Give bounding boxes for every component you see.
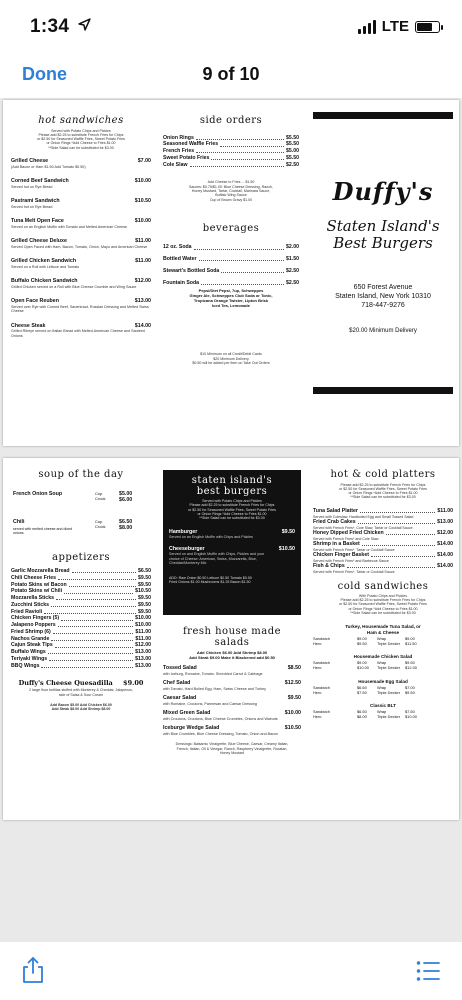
salads-list (163, 665, 301, 736)
platters-heading: hot & cold platters (330, 469, 436, 480)
burgers-notes: Served with Potato Chips and Pickles Please add $2.25 to substitute French Fries for Chips or $2.50 for Seasoned Waffle Fries, Sweet Potato Fries or Onion Rings *Add Cheese to Fries $1.00 **Side Salad can be substituted for $3.00 (188, 499, 276, 521)
platter-item: Shrimp in a Basket $14.00 (313, 540, 453, 547)
hot-sandwiches-list (11, 158, 151, 338)
done-button[interactable]: Done (22, 64, 67, 84)
cold-sandwiches-notes: With Potato Chips and Pickles Please add $2.25 to substitute French Fries for Chips or $2.50 for Seasoned Waffle Fries, Sweet Potato Fries or Onion Rings *Add Cheese to Fries $1.00 **Side Salad can be substituted for $3.00 (339, 593, 427, 615)
beverage-item: 12 oz. Soda $2.00 (163, 244, 299, 251)
menu-item: Corned Beef Sandwich $10.00 Served hot on Rye Bread (11, 178, 151, 189)
cellular-signal-icon (358, 20, 376, 34)
menu-page-outside (3, 100, 459, 446)
restaurant-address: 650 Forest Avenue Staten Island, New York 10310 718-447-9276 (335, 283, 431, 310)
beverages-list (163, 244, 299, 286)
appetizer-item: Mozzarella Sticks $9.50 (11, 595, 151, 601)
appetizer-item: Nachos Grande $11.00 (11, 635, 151, 642)
cold-sandwich-group: Classic BLT Sandwich $6.50 Wrap $7.50 Hero $8.00 Triple Decker $10.00 (313, 703, 417, 719)
menu-item: Grilled Cheese $7.00 (Add Bacon or Ham $1.50 Add Tomato $0.50) (11, 158, 151, 169)
platters-list (313, 508, 453, 574)
side-item: Seasoned Waffle Fries $5.50 (163, 141, 299, 148)
menu-item: Open Face Reuben $13.00 Served over Rye with Corned Beef, Sauerkraut, Russian Dressing and Melted Swiss Cheese (11, 298, 151, 314)
appetizer-item: Cajun Steak Tips $12.00 (11, 642, 151, 649)
minimum-delivery: $20.00 Minimum Delivery (349, 327, 417, 334)
soup-item-chili: Chili served with melted cheese and diced onions Cup Crock $6.50 $8.00 (13, 518, 133, 535)
soup-appetizers-column (11, 458, 151, 820)
beverage-item: Fountain Soda $2.50 (163, 279, 299, 286)
salad-item: Iceburge Wedge Salad $10.50 with Blue Crumbles, Blue Cheese Dressing, Tomato, Onion and Bacon (163, 725, 301, 736)
cold-sandwich-group: Housemade Egg Salad Sandwich $6.60 Wrap $7.00 Hero $7.50 Triple Decker $9.50 (313, 678, 415, 695)
carrier-label: LTE (381, 18, 409, 35)
status-bar (0, 0, 462, 52)
side-orders-list (163, 135, 299, 169)
soup-item-french-onion: French Onion Soup Cup Crock $5.00 $6.00 (13, 490, 133, 504)
side-item: French Fries $5.00 (163, 148, 299, 154)
cold-sandwich-group: Turkey, Housemade Tuna Salad, or Ham & Cheese Sandwich $9.00 Wrap $9.00 Hero $9.50 Triple Decker $11.50 (313, 624, 421, 646)
salad-item: Chef Salad $12.50 with Tomato, Hard Boiled Egg, Ham, Swiss Cheese and Turkey (163, 680, 301, 691)
quesadilla-desc: 2 large flour tortillas stuffed with Monterey & Cheddar, Jalapenos, side of Salsa & Sour Cream (29, 688, 133, 697)
appetizer-item: Potato Skins w/ Bacon $9.50 (11, 581, 151, 588)
list-icon[interactable] (416, 960, 440, 982)
platter-item: Tuna Salad Platter $11.00 (313, 507, 453, 514)
status-indicators (358, 18, 440, 35)
hot-sandwiches-notes: Served with Potato Chips and Pickles Please add $2.25 to substitute French Fries for Chips or $2.50 for Seasoned Waffle Fries, Sweet Potato Fries or Onion Rings *Add Cheese to Fries $1.00 **Side Salad can be substituted for $3.00 (37, 128, 125, 150)
side-orders-notes: Add Cheese to Fries ... $1.50 Sauces: $0.75/$1.00: Blue Cheese Dressing, Ranch, Honey Mustard, Tartar, Cocktail, Marinara Sauce, Buffalo Wing Sauce Cup of Brown Gravy $1.00 (188, 180, 274, 202)
menu-item: Pastrami Sandwich $10.50 Served hot on Rye Bread (11, 198, 151, 209)
platters-column (313, 458, 453, 820)
location-arrow-icon (78, 18, 91, 31)
menu-page-inside (3, 458, 459, 820)
menu-item: Cheese Steak $14.00 Grilled Ribeye served on Italian Bread with Melted American Cheese and Sauteed Onions (11, 322, 151, 338)
beverage-item: Bottled Water $1.50 (163, 256, 299, 263)
salad-item: Caesar Salad $9.50 with Romaine, Croutons, Parmesan and Caesar Dressing (163, 695, 301, 706)
battery-icon (415, 21, 440, 33)
burgers-box (163, 470, 301, 615)
document-viewer[interactable] (0, 98, 462, 942)
appetizer-item: Buffalo Wings $13.00 (11, 649, 151, 655)
salads-heading: fresh house made salads (182, 626, 282, 648)
cold-sandwiches-heading: cold sandwiches (337, 581, 429, 593)
beverage-item: Stewart's Bottled Soda $2.50 (163, 267, 299, 274)
side-orders-heading: side orders (199, 115, 263, 126)
platter-item: Fish & Chips $14.00 (313, 563, 453, 570)
platter-desc: Served with French Fries* and Cole Slaw (313, 536, 379, 541)
quesadilla-addons: Add Bacon $5.00 Add Chicken $6.00 Add Steak $8.00 Add Shrimp $8.00 (50, 702, 112, 712)
appetizer-item: Zucchini Sticks $9.50 (11, 601, 151, 608)
burgers-heading: staten island's best burgers (191, 475, 273, 497)
salad-item: Tossed Salad $8.50 with Iceburg, Romaine, Tomato, Shredded Carrot & Cabbage (163, 665, 301, 676)
menu-item: Grilled Cheese Deluxe $11.00 Served Open Faced with Ham, Bacon, Tomato, Onion, Mayo and American Cheese (11, 238, 151, 249)
beverages-heading: beverages (202, 222, 260, 234)
appetizer-item: Teriyaki Wings $13.00 (11, 655, 151, 662)
side-item: Sweet Potato Fries $5.50 (163, 154, 299, 161)
platter-item: Fried Crab Cakes $13.00 (313, 518, 453, 525)
platter-item: Chicken Finger Basket $14.00 (313, 552, 453, 558)
platter-desc: Served with Coleslaw, Hardboiled Egg and Small Tossed Salad (313, 514, 414, 519)
bottom-toolbar (0, 942, 462, 1000)
tagline: Staten Island's Best Burgers (326, 217, 440, 253)
appetizer-item: Jalapeno Poppers $10.00 (11, 622, 151, 628)
platter-item: Honey Dipped Fried Chicken $12.00 (313, 529, 453, 536)
platter-desc: Served with French Fries*, Cole Slaw, Tartar or Cocktail Sauce (313, 525, 413, 530)
share-icon[interactable] (20, 956, 46, 984)
bottom-divider-bar (313, 387, 453, 394)
appetizer-item: Garlic Mozzarella Bread $6.50 (11, 568, 151, 574)
hamburger-item: Hamburger $9.50 Served on an English Muffin with Chips and Pickles (169, 528, 295, 540)
side-item: Cole Slaw $2.50 (163, 161, 299, 168)
page-counter: 9 of 10 (202, 64, 260, 84)
burger-addons: ADD: Raw Onion $0.50 Lettuce $0.50 Tomato $0.50 Fried Onions $1.00 Mushrooms $1.25 Bacon $1.50 (169, 575, 252, 584)
fountain-soda-list: Pepsi/Diet Pepsi, 7up, Schweppes Ginger Ale, Schweppes Club Soda or Tonic, Tropicana Orange Twister, Lipton Brisk Iced Tea, Lemonade (189, 288, 273, 309)
burgers-salads-column (163, 458, 301, 820)
cheeseburger-item: Cheeseburger $10.50 Served on and English Muffin with Chips, Pickles and your choice of Cheese: American, Swiss, Mozzarella, Blue, Cheddar/Monterey Mix (169, 545, 295, 566)
salad-item: Mixed Green Salad $10.00 with Croutons, Croutons, Blue Cheese Crumbles, Onions and Walnuts (163, 710, 301, 721)
salad-addons: Add Chicken $6.00 Add Shrimp $8.00 Add Steak $9.00 Make it Blackened add $0.50 (189, 650, 275, 660)
appetizer-item: Chili Cheese Fries $9.50 (11, 574, 151, 581)
platter-desc: Served with French Fries*, Tartar or Cocktail Sauce (313, 569, 395, 574)
duffys-logo: Duffy's (332, 177, 434, 206)
platter-desc: Served with French Fries*, Tartar or Cocktail Sauce (313, 547, 395, 552)
menu-item: Grilled Chicken Sandwich $11.00 Served on a Roll with Lettuce and Tomato (11, 258, 151, 269)
status-time (30, 16, 91, 38)
menu-item: Tuna Melt Open Face $10.00 Served on an English Muffin with Tomato and Melted American Cheese (11, 218, 151, 229)
appetizer-item: Fried Ravioli $9.50 (11, 608, 151, 615)
platter-desc: Served with French Fries* and Barbecue Sauce (313, 558, 389, 563)
payment-notes: $10 Minimum on all Credit/Debit Cards $20 Minimum Delivery $0.50 will be added per item on Take Out Orders (192, 352, 270, 365)
hot-sandwiches-column (11, 100, 151, 446)
navigation-bar (0, 52, 462, 98)
top-divider-bar (313, 112, 453, 119)
appetizer-item: Potato Skins w/ Chili $10.50 (11, 588, 151, 595)
menu-item: Buffalo Chicken Sandwich $12.00 Grilled Chicken served on a Roll with Blue Cheese Crumble and Wing Sauce (11, 278, 151, 289)
appetizer-item: Chicken Fingers (5) $10.00 (11, 615, 151, 622)
appetizers-heading: appetizers (52, 551, 110, 563)
side-item: Onion Rings $5.50 (163, 134, 299, 141)
appetizers-list (11, 568, 151, 669)
platters-notes: Please add $2.25 to substitute French Fries for Chips or $2.50 for Seasoned Waffle Fries, Sweet Potato Fries or Onion Rings *Add Cheese to Fries $1.00 **Side Salad can be substituted for $3.00 (339, 482, 427, 500)
clock: 1:34 (30, 16, 70, 37)
soup-heading: soup of the day (38, 469, 124, 480)
sides-beverages-column (163, 100, 299, 446)
salad-dressings: Dressings: Balsamic Vinaigrette, Blue Cheese, Caesar, Creamy Italian, French, Italian, Oil & Vinegar, Ranch, Raspberry Vinaigrette, Russian, Honey Mustard (175, 742, 289, 755)
appetizer-item: BBQ Wings $13.00 (11, 662, 151, 669)
appetizer-item: Fried Shrimp (6) $11.00 (11, 628, 151, 635)
quesadilla-title: Duffy's Cheese Quesadilla $9.00 (18, 679, 144, 688)
hot-sandwiches-heading: hot sandwiches (38, 115, 124, 126)
cold-sandwich-group: Housemade Chicken Salad Sandwich $9.00 Wrap $9.50 Hero $10.00 Triple Decker $12.00 (313, 654, 417, 671)
brand-column (313, 100, 453, 446)
